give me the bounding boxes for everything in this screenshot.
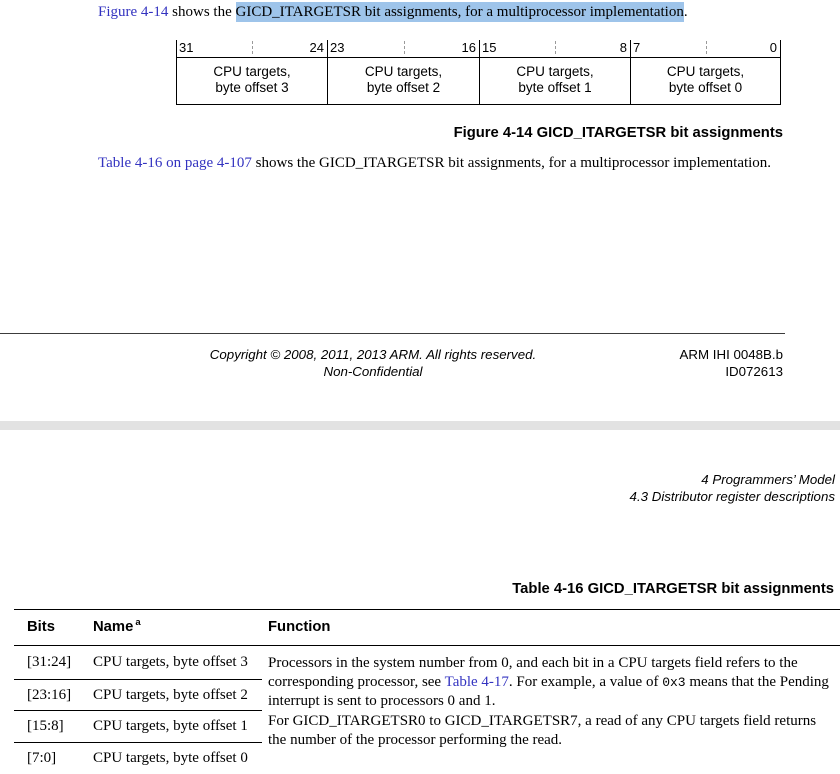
footer-divider <box>0 333 785 334</box>
bit-tick <box>706 41 707 54</box>
column-header-bits: Bits <box>27 619 55 635</box>
row-bits: [15:8] <box>27 718 64 734</box>
intro-text: shows the <box>168 4 236 20</box>
function-text: . For example, a value of <box>508 674 663 690</box>
bit-tick <box>555 41 556 54</box>
figure-caption: Figure 4-14 GICD_ITARGETSR bit assignments <box>453 125 783 141</box>
intro-period: . <box>683 4 688 20</box>
table-row <box>14 680 262 711</box>
footer-copyright: Copyright © 2008, 2011, 2013 ARM. All rights reserved. <box>209 347 537 362</box>
bit-field-byte-offset-2 <box>327 40 479 105</box>
table-row <box>14 711 262 743</box>
row-name: CPU targets, byte offset 2 <box>93 686 248 703</box>
column-header-name <box>93 610 141 645</box>
bit-label-high: 15 <box>482 40 497 55</box>
table-row <box>14 743 262 774</box>
field-name-line: CPU targets, <box>364 64 443 79</box>
row-name: CPU targets, byte offset 3 <box>93 654 248 670</box>
row-bits: [23:16] <box>27 686 72 703</box>
table-4-17-link[interactable]: Table 4-17 <box>444 674 509 690</box>
field-name-line: CPU targets, <box>666 64 745 79</box>
bit-label-high: 31 <box>179 40 194 55</box>
row-name: CPU targets, byte offset 0 <box>93 750 248 766</box>
function-text: means that the Pending <box>685 674 829 690</box>
row-bits: [7:0] <box>27 750 57 766</box>
page-separator <box>0 421 840 430</box>
bit-label-low: 16 <box>461 40 476 55</box>
bit-label-low: 0 <box>769 40 777 55</box>
bit-field-byte-offset-1 <box>479 40 630 105</box>
field-name-line: CPU targets, <box>516 64 594 79</box>
bit-field-box <box>328 57 479 105</box>
field-name-line: CPU targets, <box>213 64 291 79</box>
field-name-line: byte offset 3 <box>215 80 289 95</box>
running-header-chapter: 4 Programmers’ Model <box>701 472 835 487</box>
function-text-line: interrupt is sent to processors 0 and 1. <box>268 693 496 709</box>
bit-tick <box>404 41 405 54</box>
bit-tick <box>252 41 253 54</box>
bit-label-high: 7 <box>633 40 641 55</box>
table-caption: Table 4-16 GICD_ITARGETSR bit assignments <box>512 581 834 597</box>
footer-document-id: ID072613 <box>725 364 783 379</box>
footnote-mark: a <box>135 617 141 628</box>
code-value: 0x3 <box>662 675 686 690</box>
field-name-line: byte offset 0 <box>668 80 743 95</box>
bit-assignments-table <box>14 609 840 774</box>
footer-confidentiality: Non-Confidential <box>323 364 423 379</box>
row-bits: [31:24] <box>27 654 72 670</box>
bit-field-byte-offset-0 <box>630 40 781 105</box>
column-header-name-label: Name <box>93 619 134 635</box>
bit-field-box <box>631 57 780 105</box>
table-4-16-link[interactable]: Table 4-16 on page 4-107 <box>98 155 252 171</box>
table-reference-text: shows the GICD_ITARGETSR bit assignments, for a multiprocessor implementation. <box>251 155 772 171</box>
table-row <box>14 646 262 680</box>
bit-label-low: 8 <box>619 40 627 55</box>
function-text-line: Processors in the system number from 0, and each bit in a CPU targets field refers to the <box>268 655 798 671</box>
field-name-line: byte offset 1 <box>518 80 592 95</box>
column-header-function: Function <box>268 619 331 635</box>
figure-4-14-link[interactable]: Figure 4-14 <box>98 4 169 20</box>
field-name-line: byte offset 2 <box>366 80 441 95</box>
bit-label-high: 23 <box>330 40 345 55</box>
function-text-line <box>268 673 829 692</box>
table-header-row <box>14 609 840 646</box>
function-text-line: For GICD_ITARGETSR0 to GICD_ITARGETSR7, a read of any CPU targets field returns <box>268 713 817 729</box>
selected-text-highlight: GICD_ITARGETSR bit assignments, for a multiprocessor implementation <box>235 4 684 20</box>
function-description <box>268 654 829 750</box>
running-header-section: 4.3 Distributor register descriptions <box>629 489 835 504</box>
function-text-line: the number of the processor performing the read. <box>268 732 563 748</box>
bit-label-low: 24 <box>309 40 324 55</box>
function-text: corresponding processor, see <box>268 674 445 690</box>
bit-field-byte-offset-3 <box>176 40 327 105</box>
pdf-page-2 <box>0 430 840 774</box>
intro-paragraph <box>98 2 688 22</box>
footer-document-number: ARM IHI 0048B.b <box>679 347 783 362</box>
bit-diagram <box>176 40 781 105</box>
bit-field-box <box>480 57 630 105</box>
bit-field-box <box>177 57 327 105</box>
row-name: CPU targets, byte offset 1 <box>93 718 248 734</box>
table-reference-paragraph <box>98 153 771 173</box>
